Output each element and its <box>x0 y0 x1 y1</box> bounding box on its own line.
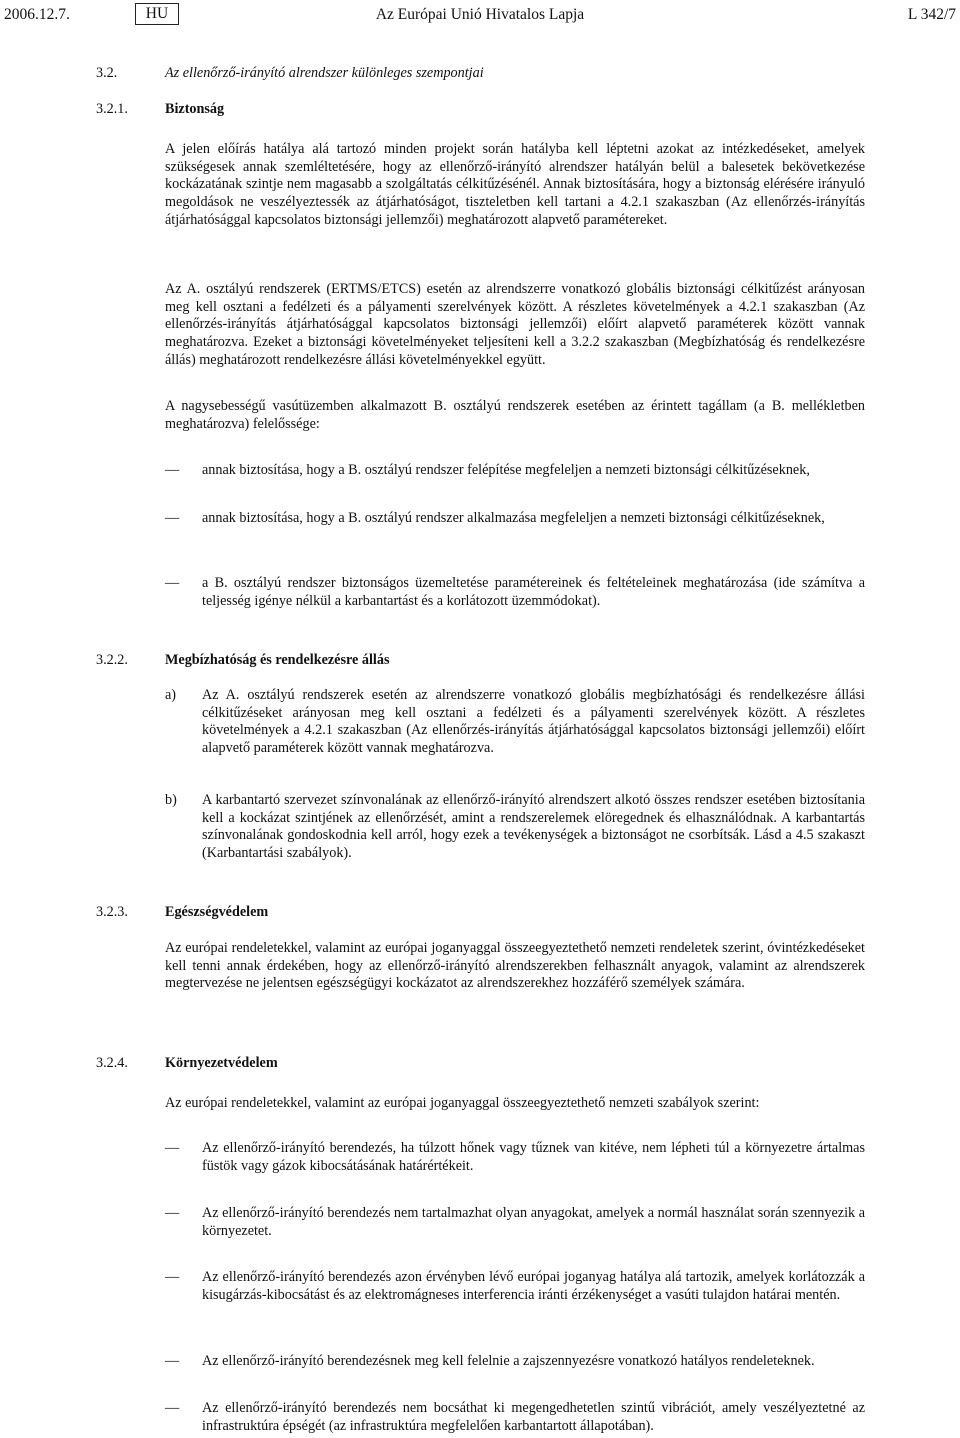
list-dash: — <box>165 510 180 526</box>
paragraph: Az európai rendeletekkel, valamint az európai joganyaggal összeegyeztethető nemzeti rendeletek szerint, óvintézkedéseket kell tenni annak érdekében, hogy az ellenőrző-irányító alrendszerekben felhasznált anyagok, valamint az alrendszerek megtervezése ne jelentsen egészségügyi kockázatot az alrendszerekhez hozzáférő személyek számára. <box>165 940 865 992</box>
subsection-number: 3.2.3. <box>96 904 128 920</box>
list-item: a B. osztályú rendszer biztonságos üzemeltetése paramétereinek és feltételeinek meghatározása (ide számítva a teljesség igénye nélkül a karbantartást és a korlátozott üzemmódokat). <box>202 575 865 609</box>
list-dash: — <box>165 462 180 478</box>
paragraph: A jelen előírás hatálya alá tartozó minden projekt során hatályba kell léptetni azokat az intézkedéseket, amelyek szükségesek annak szemléltetésére, hogy az ellenőrző-irányító alrendszer hatályán belül a balesetek bekövetkezése kockázatának szintje nem magasabb a szolgáltatás célkitűzésénél. Annak biztosítására, hogy a biztonság elérésére irányuló megoldások ne veszélyeztessék az átjárhatóságot, tiszteletben kell tartani a 4.2.1 szakaszban (Az ellenőrzés-irányítás átjárhatósággal kapcsolatos biztonsági jellemzői) meghatározott alapvető paramétereket. <box>165 141 865 228</box>
subsection-title: Biztonság <box>165 101 225 117</box>
subsection-number: 3.2.2. <box>96 652 128 668</box>
list-item: Az ellenőrző-irányító berendezés nem tartalmazhat olyan anyagokat, amelyek a normál használat során szennyezik a környezetet. <box>202 1205 865 1239</box>
language-code-box: HU <box>135 3 179 25</box>
list-dash: — <box>165 1353 180 1369</box>
lettered-item: A karbantartó szervezet színvonalának az ellenőrző-irányító alrendszert alkotó összes rendszer esetében biztosítania kell a kockázat szintjének az ellenőrzését, amint a rendszerelemek elöregednek és elhasználódnak. A karbantartás színvonalának gondoskodnia kell arról, hogy ezek a tevékenységek a biztonságot ne csorbítsák. Lásd a 4.5 szakaszt (Karbantartási szabályok). <box>202 792 865 862</box>
section-number: 3.2. <box>96 65 118 81</box>
subsection-number: 3.2.1. <box>96 101 128 117</box>
list-dash: — <box>165 1205 180 1221</box>
lettered-item: Az A. osztályú rendszerek esetén az alrendszerre vonatkozó globális megbízhatósági és rendelkezésre állási célkitűzéseket arányosan meg kell osztani a fedélzeti és a pályamenti szerelvények között. A részletes követelmények a 4.2.1 szakaszban (Az ellenőrzés-irányítás átjárhatósággal kapcsolatos biztonsági jellemzői) előírt alapvető paraméterek között vannak meghatározva. <box>202 687 865 757</box>
subsection-number: 3.2.4. <box>96 1055 128 1071</box>
list-dash: — <box>165 1400 180 1416</box>
list-item: Az ellenőrző-irányító berendezés nem bocsáthat ki megengedhetetlen szintű vibrációt, amely veszélyeztetné az infrastruktúra épségét (az infrastruktúra megfelelően karbantartott állapotában). <box>202 1400 865 1434</box>
list-item: Az ellenőrző-irányító berendezés, ha túlzott hőnek vagy tűznek van kitéve, nem lépheti túl a környezetre ártalmas füstök vagy gázok kibocsátásának határértékeit. <box>202 1140 865 1174</box>
paragraph: A nagysebességű vasútüzemben alkalmazott B. osztályú rendszerek esetében az érintett tagállam (a B. mellékletben meghatározva) felelőssége: <box>165 398 865 432</box>
section-title: Az ellenőrző-irányító alrendszer különleges szempontjai <box>165 65 484 81</box>
list-item: annak biztosítása, hogy a B. osztályú rendszer alkalmazása megfeleljen a nemzeti biztonsági célkitűzéseknek, <box>202 510 825 526</box>
page-number: L 342/7 <box>907 6 956 23</box>
paragraph: Az európai rendeletekkel, valamint az európai joganyaggal összeegyeztethető nemzeti szabályok szerint: <box>165 1095 760 1111</box>
item-label: b) <box>165 792 177 808</box>
publication-date: 2006.12.7. <box>4 6 70 23</box>
list-item: annak biztosítása, hogy a B. osztályú rendszer felépítése megfeleljen a nemzeti biztonsági célkitűzéseknek, <box>202 462 810 478</box>
journal-title: Az Európai Unió Hivatalos Lapja <box>375 6 585 23</box>
item-label: a) <box>165 687 177 703</box>
list-dash: — <box>165 1140 180 1156</box>
list-dash: — <box>165 1269 180 1285</box>
subsection-title: Környezetvédelem <box>165 1055 278 1071</box>
list-dash: — <box>165 575 180 591</box>
subsection-title: Egészségvédelem <box>165 904 269 920</box>
list-item: Az ellenőrző-irányító berendezés azon érvényben lévő európai joganyag hatálya alá tartozik, amelyek korlátozzák a kisugárzás-kibocsátást és az elektromágneses interferencia iránti érzékenységet a vasúti tulajdon határai mentén. <box>202 1269 865 1303</box>
subsection-title: Megbízhatóság és rendelkezésre állás <box>165 652 390 668</box>
paragraph: Az A. osztályú rendszerek (ERTMS/ETCS) esetén az alrendszerre vonatkozó globális biztonsági célkitűzést arányosan meg kell osztani a fedélzeti és a pályamenti szerelvények között. A részletes követelmények a 4.2.1 szakaszban (Az ellenőrzés-irányítás átjárhatósággal kapcsolatos biztonsági jellemzői) előírt alapvető paraméterek között vannak meghatározva. Ezeket a biztonsági követelményeket teljesíteni kell a 3.2.2 szakaszban (Megbízhatóság és rendelkezésre állás) meghatározott rendelkezésre állási követelményekkel együtt. <box>165 281 865 368</box>
list-item: Az ellenőrző-irányító berendezésnek meg kell felelnie a zajszennyezésre vonatkozó hatályos rendeleteknek. <box>202 1353 815 1369</box>
